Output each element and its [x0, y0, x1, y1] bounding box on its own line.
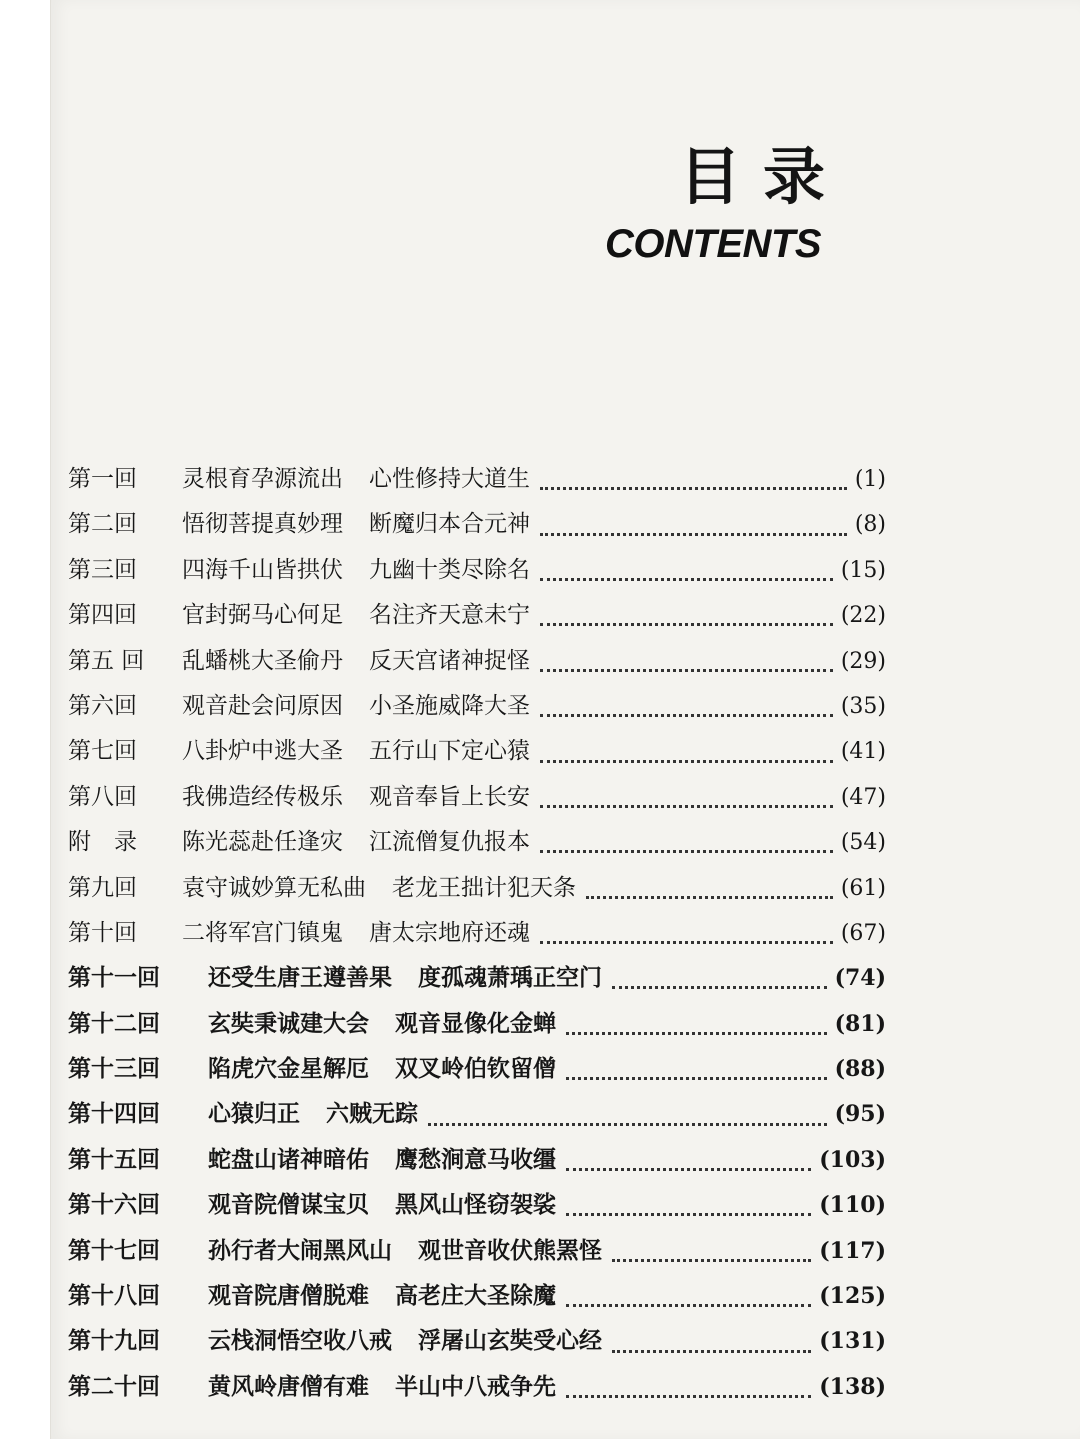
chapter-number: 第六回	[68, 692, 137, 719]
page-number: (47)	[840, 784, 886, 810]
chapter-title-second-line: 观音显像化金蝉	[395, 1009, 556, 1037]
chapter-number: 第十二回	[68, 1009, 160, 1037]
chapter-title-first-line: 悟彻菩提真妙理	[182, 511, 343, 538]
page-number: (54)	[840, 830, 886, 856]
toc-row	[68, 551, 886, 596]
page-number: (41)	[840, 739, 886, 765]
dot-leader	[566, 1077, 827, 1080]
chapter-number: 第七回	[68, 738, 137, 765]
chapter-title-second-line: 老龙王拙计犯天条	[392, 874, 576, 901]
page-number: (95)	[834, 1101, 886, 1128]
chapter-title-second-line: 唐太宗地府还魂	[369, 919, 530, 946]
chapter-number: 第五 回	[68, 647, 145, 674]
page-number: (29)	[840, 648, 886, 674]
chapter-title-first-line: 玄奘秉诚建大会	[208, 1009, 369, 1037]
chapter-title-first-line: 袁守诚妙算无私曲	[182, 874, 366, 901]
chapter-title-first-line: 乱蟠桃大圣偷丹	[182, 647, 343, 674]
toc-row	[68, 642, 886, 687]
table-of-contents	[68, 460, 886, 1413]
contents-title-chinese: 目录	[679, 140, 848, 213]
dot-leader	[540, 578, 833, 581]
chapter-title-first-line: 陈光蕊赴任逢灾	[182, 829, 343, 856]
chapter-number: 第一回	[68, 466, 137, 492]
chapter-title-first-line: 陷虎穴金星解厄	[208, 1055, 369, 1083]
page-number: (117)	[819, 1237, 886, 1264]
toc-row	[68, 1141, 886, 1186]
dot-leader	[540, 760, 833, 763]
chapter-number: 第九回	[68, 874, 137, 901]
chapter-title-second-line: 双叉岭伯钦留僧	[395, 1055, 556, 1083]
chapter-title-second-line: 高老庄大圣除魔	[395, 1282, 556, 1310]
page-number: (131)	[819, 1328, 886, 1355]
page-number: (1)	[854, 467, 886, 492]
contents-title-english: CONTENTS	[605, 222, 821, 266]
chapter-title-second-line: 黑风山怪窃袈裟	[395, 1191, 556, 1219]
chapter-title-second-line: 心性修持大道生	[369, 466, 530, 492]
chapter-title-first-line: 灵根育孕源流出	[182, 466, 343, 492]
page-number: (15)	[840, 557, 886, 583]
chapter-title-first-line: 心猿归正	[208, 1100, 300, 1128]
toc-row	[68, 778, 886, 823]
dot-leader	[612, 1259, 811, 1262]
chapter-number: 第十六回	[68, 1191, 160, 1219]
chapter-number: 第十三回	[68, 1055, 160, 1083]
toc-row	[68, 1186, 886, 1231]
page-number: (74)	[834, 965, 886, 992]
chapter-number: 第八回	[68, 783, 137, 810]
toc-row	[68, 914, 886, 959]
dot-leader	[612, 1350, 811, 1353]
toc-row	[68, 1005, 886, 1050]
toc-row	[68, 505, 886, 550]
chapter-title-first-line: 观音赴会问原因	[182, 692, 343, 719]
chapter-title-second-line: 五行山下定心猿	[369, 738, 530, 765]
chapter-number: 第十七回	[68, 1236, 160, 1264]
chapter-number: 附 录	[68, 829, 137, 856]
toc-row	[68, 687, 886, 732]
chapter-number: 第十回	[68, 919, 137, 946]
chapter-title-second-line: 断魔归本合元神	[369, 511, 530, 538]
chapter-title-second-line: 江流僧复仇报本	[369, 829, 530, 856]
dot-leader	[540, 941, 833, 944]
toc-row	[68, 1095, 886, 1140]
chapter-number: 第二回	[68, 511, 137, 538]
dot-leader	[540, 805, 833, 808]
chapter-title-first-line: 黄风岭唐僧有难	[208, 1372, 369, 1400]
dot-leader	[566, 1213, 811, 1216]
dot-leader	[566, 1168, 811, 1171]
chapter-number: 第十九回	[68, 1327, 160, 1355]
page-number: (138)	[819, 1373, 886, 1400]
chapter-title-first-line: 孙行者大闹黑风山	[208, 1236, 392, 1264]
chapter-title-first-line: 观音院僧谋宝贝	[208, 1191, 369, 1219]
chapter-title-second-line: 名注齐天意未宁	[369, 602, 530, 629]
dot-leader	[566, 1304, 811, 1307]
dot-leader	[540, 487, 847, 490]
chapter-number: 第三回	[68, 556, 137, 583]
toc-row	[68, 732, 886, 777]
toc-row	[68, 460, 886, 505]
chapter-title-second-line: 半山中八戒争先	[395, 1372, 556, 1400]
page-number: (8)	[854, 512, 886, 538]
chapter-number: 第四回	[68, 602, 137, 629]
dot-leader	[540, 533, 847, 536]
dot-leader	[586, 896, 833, 899]
toc-row	[68, 1232, 886, 1277]
dot-leader	[566, 1395, 811, 1398]
toc-row	[68, 823, 886, 868]
chapter-title-second-line: 度孤魂萧瑀正空门	[418, 964, 602, 992]
page-number: (22)	[840, 603, 886, 629]
chapter-title-second-line: 反天宫诸神捉怪	[369, 647, 530, 674]
chapter-title-second-line: 观世音收伏熊罴怪	[418, 1236, 602, 1264]
chapter-title-first-line: 二将军宫门镇鬼	[182, 919, 343, 946]
page-number: (81)	[834, 1010, 886, 1037]
chapter-title-first-line: 四海千山皆拱伏	[182, 556, 343, 583]
dot-leader	[612, 986, 827, 989]
toc-row	[68, 959, 886, 1004]
page-number: (103)	[819, 1146, 886, 1173]
page-number: (67)	[840, 920, 886, 946]
chapter-number: 第十一回	[68, 964, 160, 992]
page-number: (110)	[819, 1192, 886, 1219]
toc-row	[68, 1322, 886, 1367]
toc-row	[68, 1368, 886, 1413]
chapter-title-second-line: 小圣施威降大圣	[369, 692, 530, 719]
dot-leader	[428, 1123, 827, 1126]
chapter-title-first-line: 我佛造经传极乐	[182, 783, 343, 810]
dot-leader	[566, 1032, 827, 1035]
chapter-title-first-line: 官封弼马心何足	[182, 602, 343, 629]
page-number: (35)	[840, 693, 886, 719]
dot-leader	[540, 850, 833, 853]
chapter-title-first-line: 云栈洞悟空收八戒	[208, 1327, 392, 1355]
page-number: (125)	[819, 1283, 886, 1310]
chapter-title-second-line: 浮屠山玄奘受心经	[418, 1327, 602, 1355]
chapter-title-second-line: 九幽十类尽除名	[369, 556, 530, 583]
toc-row	[68, 596, 886, 641]
chapter-number: 第十五回	[68, 1145, 160, 1173]
chapter-title-second-line: 观音奉旨上长安	[369, 783, 530, 810]
chapter-title-first-line: 八卦炉中逃大圣	[182, 738, 343, 765]
dot-leader	[540, 714, 833, 717]
toc-row	[68, 1277, 886, 1322]
chapter-number: 第十八回	[68, 1282, 160, 1310]
chapter-title-first-line: 还受生唐王遵善果	[208, 964, 392, 992]
toc-row	[68, 1050, 886, 1095]
chapter-title-first-line: 观音院唐僧脱难	[208, 1282, 369, 1310]
page-number: (61)	[840, 875, 886, 901]
chapter-title-first-line: 蛇盘山诸神暗佑	[208, 1145, 369, 1173]
chapter-title-second-line: 六贼无踪	[326, 1100, 418, 1128]
chapter-title-second-line: 鹰愁涧意马收缰	[395, 1145, 556, 1173]
chapter-number: 第二十回	[68, 1372, 160, 1400]
toc-row	[68, 869, 886, 914]
dot-leader	[540, 623, 833, 626]
chapter-number: 第十四回	[68, 1100, 160, 1128]
dot-leader	[540, 669, 833, 672]
page-number: (88)	[834, 1056, 886, 1083]
